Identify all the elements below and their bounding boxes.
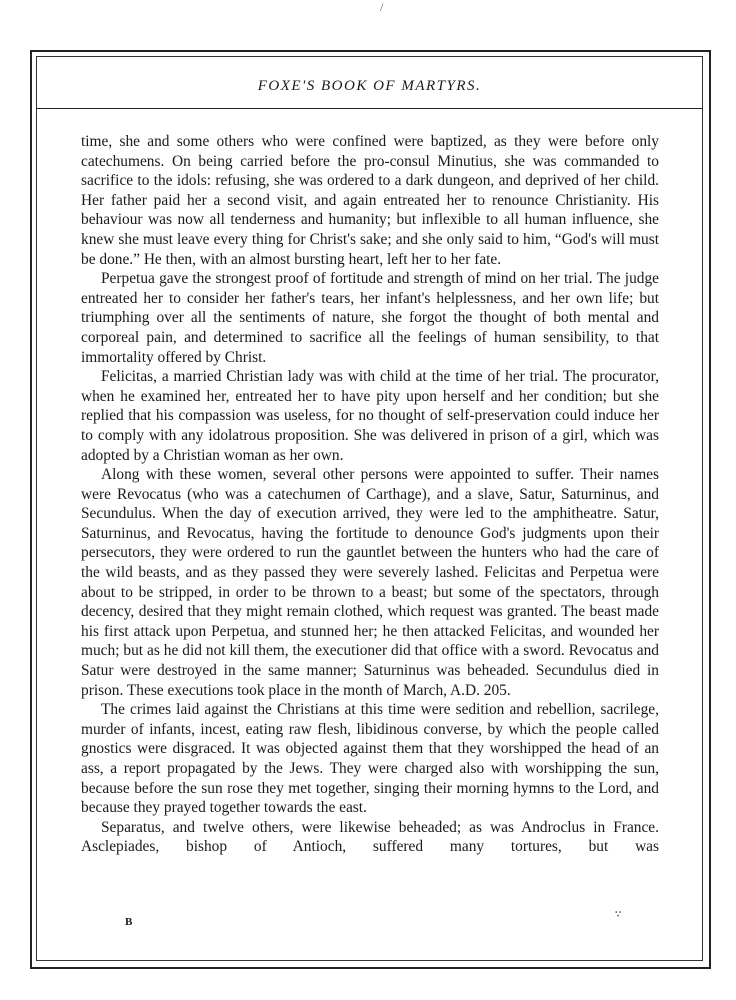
printer-ornament: ∵ <box>615 909 621 919</box>
body-text <box>81 132 659 857</box>
header-rule <box>36 108 703 109</box>
paragraph: time, she and some others who were confined were baptized, as they were before only catechumens. On being carried before the pro-consul Minutius, she was commanded to sacrifice to the idols: refusing, she was ordered to a dark dungeon, and deprived of her child. Her father paid her a second visit, and again entreated her to renounce Christianity. His behaviour was now all tenderness and humanity; but inflexible to all human influence, she knew she must leave every thing for Christ's sake; and she only said to him, “God's will must be done.” He then, with an almost bursting heart, left her to her fate. <box>81 133 659 268</box>
running-head: FOXE'S BOOK OF MARTYRS. <box>257 78 482 94</box>
paragraph: Felicitas, a married Christian lady was with child at the time of her trial. The procurator, when he examined her, entreated her to have pity upon herself and her condition; but she replied that his compassion was useless, for no thought of self-preservation could induce her to comply with any idolatrous proposition. She was delivered in prison of a girl, which was adopted by a Christian woman as her own. <box>81 368 659 464</box>
page-top-mark: / <box>380 0 384 14</box>
page-footer <box>81 909 659 932</box>
paragraph: The crimes laid against the Christians at this time were sedition and rebellion, sacrilege, murder of infants, incest, eating raw flesh, libidinous converse, by which the people called gnostics were disgraced. It was objected against them that they worshipped the head of an ass, a report propagated by the Jews. They were charged also with worshipping the sun, because before the sun rose they met together, singing their morning hymns to the Lord, and because they prayed together towards the east. <box>81 701 659 817</box>
paragraph: Separatus, and twelve others, were likewise beheaded; as was Androclus in France. Asclepiades, bishop of Antioch, suffered many tortures, but was <box>81 818 659 856</box>
signature-mark: B <box>125 916 133 928</box>
paragraph: Along with these women, several other persons were appointed to suffer. Their names were Revocatus (who was a catechumen of Carthage), and a slave, Satur, Saturninus, and Secundulus. When the day of execution arrived, they were led to the amphitheatre. Satur, Saturninus, and Revocatus, having the fortitude to denounce God's judgments upon their persecutors, they were ordered to run the gauntlet between the hunters who had the care of the wild beasts, and as they passed they were severely lashed. Felicitas and Perpetua were about to be stripped, in order to be thrown to a beast; but some of the spectators, through decency, desired that they might remain clothed, which request was granted. The beast made his first attack upon Perpetua, and stunned her; he then attacked Felicitas, and wounded her much; but as he did not kill them, the executioner did that office with a sword. Revocatus and Satur were destroyed in the same manner; Saturninus was beheaded. Secundulus died in prison. These executions took place in the month of March, A.D. 205. <box>81 466 659 699</box>
paragraph: Perpetua gave the strongest proof of fortitude and strength of mind on her trial. The judge entreated her to consider her father's tears, her infant's helplessness, and her own life; but triumphing over all the sentiments of nature, she forgot the thought of both mental and corporeal pain, and determined to sacrifice all the feelings of human sensibility, to that immortality offered by Christ. <box>81 270 659 366</box>
